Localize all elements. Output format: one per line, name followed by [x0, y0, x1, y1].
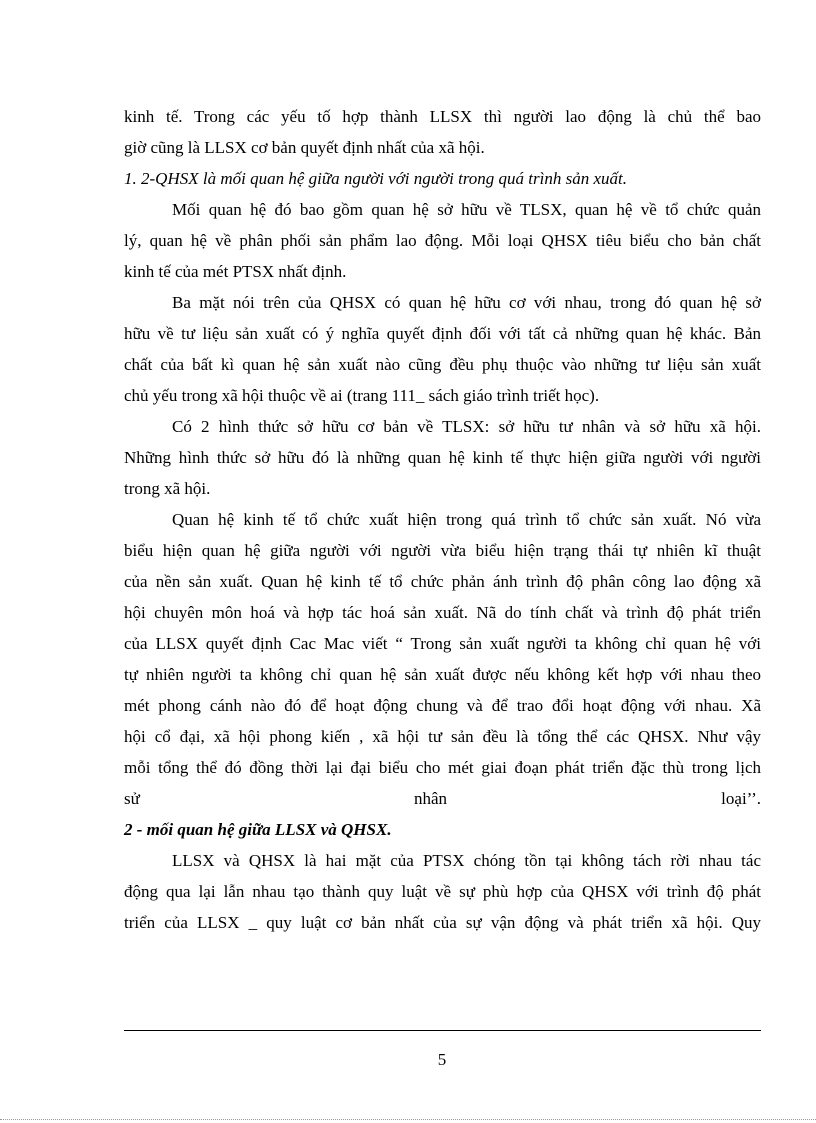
text-line: Ba mặt nói trên của QHSX có quan hệ hữu cơ với nhau, trong đó quan hệ sở	[172, 293, 761, 312]
page-number: 5	[437, 1050, 447, 1069]
text-line: kinh tế. Trong các yếu tố hợp thành LLSX thì người lao động là chủ thể bao	[124, 107, 761, 126]
text-line: kinh tế của mét PTSX nhất định.	[124, 262, 347, 281]
spread-word: loại’’.	[721, 789, 761, 808]
text-line: mét phong cánh nào đó để hoạt động chung và để trao đổi hoạt động với nhau. Xã	[124, 696, 761, 715]
text-line: hội chuyên môn hoá và hợp tác hoá sản xuất. Nã do tính chất và trình độ phát triển	[124, 603, 761, 622]
text-line: Quan hệ kinh tế tổ chức xuất hiện trong quá trình tổ chức sản xuất. Nó vừa	[172, 510, 761, 529]
text-line: giờ cũng là LLSX cơ bản quyết định nhất của xã hội.	[124, 138, 485, 157]
spread-word: sử	[124, 789, 140, 808]
section-heading-2: 2 - mối quan hệ giữa LLSX và QHSX.	[124, 820, 392, 839]
text-line: triển của LLSX _ quy luật cơ bản nhất của sự vận động và phát triển xã hội. Quy	[124, 913, 761, 932]
text-line: của nền sản xuất. Quan hệ kinh tế tổ chức phản ánh trình độ phân công lao động xã	[124, 572, 761, 591]
text-line: Mối quan hệ đó bao gồm quan hệ sở hữu về TLSX, quan hệ về tổ chức quản	[172, 200, 761, 219]
section-heading-1-2: 1. 2-QHSX là mối quan hệ giữa người với người trong quá trình sản xuất.	[124, 169, 627, 188]
text-line: chủ yếu trong xã hội thuộc về ai (trang 111_ sách giáo trình triết học).	[124, 386, 600, 405]
text-line: lý, quan hệ về phân phối sản phẩm lao động. Mỗi loại QHSX tiêu biểu cho bản chất	[124, 231, 761, 250]
text-line: trong xã hội.	[124, 479, 211, 498]
footer-divider	[124, 1030, 761, 1031]
spread-word: nhân	[413, 789, 448, 808]
page-edge-divider	[0, 1119, 816, 1120]
text-line: chất của bất kì quan hệ sản xuất nào cũng đều phụ thuộc vào những tư liệu sản xuất	[124, 355, 761, 374]
text-line: động qua lại lẫn nhau tạo thành quy luật về sự phù hợp của QHSX với trình độ phát	[124, 882, 761, 901]
text-line: tự nhiên người ta không chỉ quan hệ sản xuất được nếu không kết hợp với nhau theo	[124, 665, 761, 684]
text-line-spread	[124, 783, 761, 814]
text-line: biểu hiện quan hệ giữa người với người vừa biểu hiện trạng thái tự nhiên kĩ thuật	[124, 541, 761, 560]
text-line: mỗi tổng thể đó đồng thời lại đại biểu cho mét giai đoạn phát triển đặc thù trong lịch	[124, 758, 761, 777]
text-line: hội cổ đại, xã hội phong kiến , xã hội tư sản đều là tổng thể các QHSX. Như vậy	[124, 727, 761, 746]
text-line: của LLSX quyết định Cac Mac viết “ Trong sản xuất người ta không chỉ quan hệ với	[124, 634, 761, 653]
text-line: hữu về tư liệu sản xuất có ý nghĩa quyết định đối với tất cả những quan hệ khác. Bản	[124, 324, 761, 343]
text-line: Có 2 hình thức sở hữu cơ bản về TLSX: sở hữu tư nhân và sở hữu xã hội.	[172, 417, 761, 436]
page-body	[124, 101, 761, 938]
text-line: LLSX và QHSX là hai mặt của PTSX chóng tồn tại không tách rời nhau tác	[172, 851, 761, 870]
text-line: Những hình thức sở hữu đó là những quan hệ kinh tế thực hiện giữa người với người	[124, 448, 761, 467]
